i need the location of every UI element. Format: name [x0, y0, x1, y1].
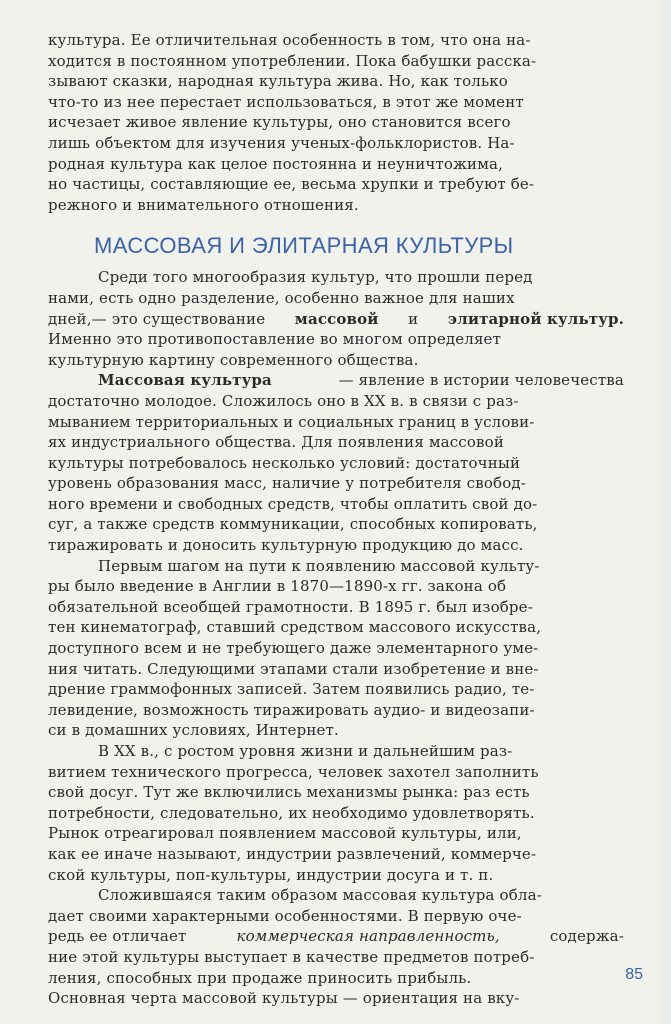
- text-line: ние этой культуры выступает в качестве предметов потреб-: [48, 947, 535, 966]
- text-line: си в домашних условиях, Интернет.: [48, 721, 339, 740]
- text-line: тиражировать и доносить культурную продукцию до масс.: [48, 536, 524, 555]
- text-line: зывают сказки, народная культура жива. Но, как только: [48, 72, 508, 91]
- term-commercial: коммерческая направленность,: [236, 927, 500, 946]
- text-line: доступного всем и не требующего даже элементарного уме-: [48, 639, 539, 658]
- text-line: Именно это противопоставление во многом определяет: [48, 330, 502, 349]
- text-line: что-то из нее перестает использоваться, в этот же момент: [48, 92, 524, 111]
- text-line: мыванием территориальных и социальных границ в услови-: [48, 412, 535, 431]
- text-line: режного и внимательного отношения.: [48, 195, 359, 214]
- text-line: ходится в постоянном употреблении. Пока бабушки расска-: [48, 51, 537, 70]
- text-line: свой досуг. Тут же включились механизмы рынка: раз есть: [48, 783, 530, 802]
- text-line: как ее иначе называют, индустрии развлечений, коммерче-: [48, 844, 537, 863]
- text-line: обязательной всеобщей грамотности. В 1895 г. был изобре-: [48, 597, 533, 616]
- term-mass: массовой: [294, 309, 379, 328]
- text-line: культуры потребовалось несколько условий: достаточный: [48, 453, 521, 472]
- text-line: тен кинематограф, ставший средством массового искусства,: [48, 618, 542, 637]
- text-line: ния читать. Следующими этапами стали изобретение и вне-: [48, 659, 539, 678]
- text-line: Основная черта массовой культуры — ориентация на вку-: [48, 989, 520, 1008]
- text-line: Первым шагом на пути к появлению массовой культу-: [98, 556, 540, 575]
- text-line: Массовая культура — явление в истории человечества: [98, 371, 624, 390]
- text-line: дает своими характерными особенностями. В первую оче-: [48, 906, 522, 925]
- text-line: Среди того многообразия культур, что прошли перед: [98, 268, 533, 287]
- text-line: суг, а также средств коммуникации, способных копировать,: [48, 515, 538, 534]
- text-line: ного времени и свободных средств, чтобы оплатить свой до-: [48, 494, 538, 513]
- page-number: 85: [625, 966, 643, 983]
- text-line: достаточно молодое. Сложилось оно в XX в. в связи с раз-: [48, 391, 519, 410]
- page-edge: [657, 0, 671, 1024]
- text-line: Сложившаяся таким образом массовая культура обла-: [98, 886, 542, 905]
- text-line: лишь объектом для изучения ученых-фольклористов. На-: [48, 133, 515, 152]
- text-line: уровень образования масс, наличие у потребителя свобод-: [48, 474, 526, 493]
- section-heading: МАССОВАЯ И ЭЛИТАРНАЯ КУЛЬТУРЫ: [94, 233, 514, 259]
- text-line: редь ее отличает коммерческая направленность, содержа-: [48, 927, 624, 946]
- text-line: ры было введение в Англии в 1870—1890-х гг. закона об: [48, 577, 507, 596]
- text-line: но частицы, составляющие ее, весьма хрупки и требуют бе-: [48, 175, 535, 194]
- text-line: родная культура как целое постоянна и неуничтожима,: [48, 154, 504, 173]
- term-mass-culture: Массовая культура: [98, 371, 272, 390]
- text-line: нами, есть одно разделение, особенно важное для наших: [48, 288, 515, 307]
- text-line: ской культуры, поп-культуры, индустрии досуга и т. п.: [48, 865, 494, 884]
- text-body: [48, 30, 624, 1009]
- text-line: культура. Ее отличительная особенность в том, что она на-: [48, 31, 531, 49]
- text-line: ях индустриального общества. Для появления массовой: [48, 433, 504, 452]
- text-line: культурную картину современного общества.: [48, 350, 419, 369]
- text-line: исчезает живое явление культуры, оно становится всего: [48, 113, 511, 132]
- text-line: дней,— это существование массовой и элитарной культур.: [48, 309, 624, 328]
- text-line: левидение, возможность тиражировать аудио- и видеозапи-: [48, 700, 535, 719]
- text-line: В XX в., с ростом уровня жизни и дальнейшим раз-: [98, 742, 513, 760]
- text-line: дрение граммофонных записей. Затем появились радио, те-: [48, 680, 535, 699]
- text-line: потребности, следовательно, их необходимо удовлетворять.: [48, 803, 535, 822]
- term-elite: элитарной культур.: [447, 309, 624, 328]
- text-line: Рынок отреагировал появлением массовой культуры, или,: [48, 824, 522, 843]
- text-line: витием технического прогресса, человек захотел заполнить: [48, 762, 539, 781]
- text-line: ления, способных при продаже приносить прибыль.: [48, 968, 472, 987]
